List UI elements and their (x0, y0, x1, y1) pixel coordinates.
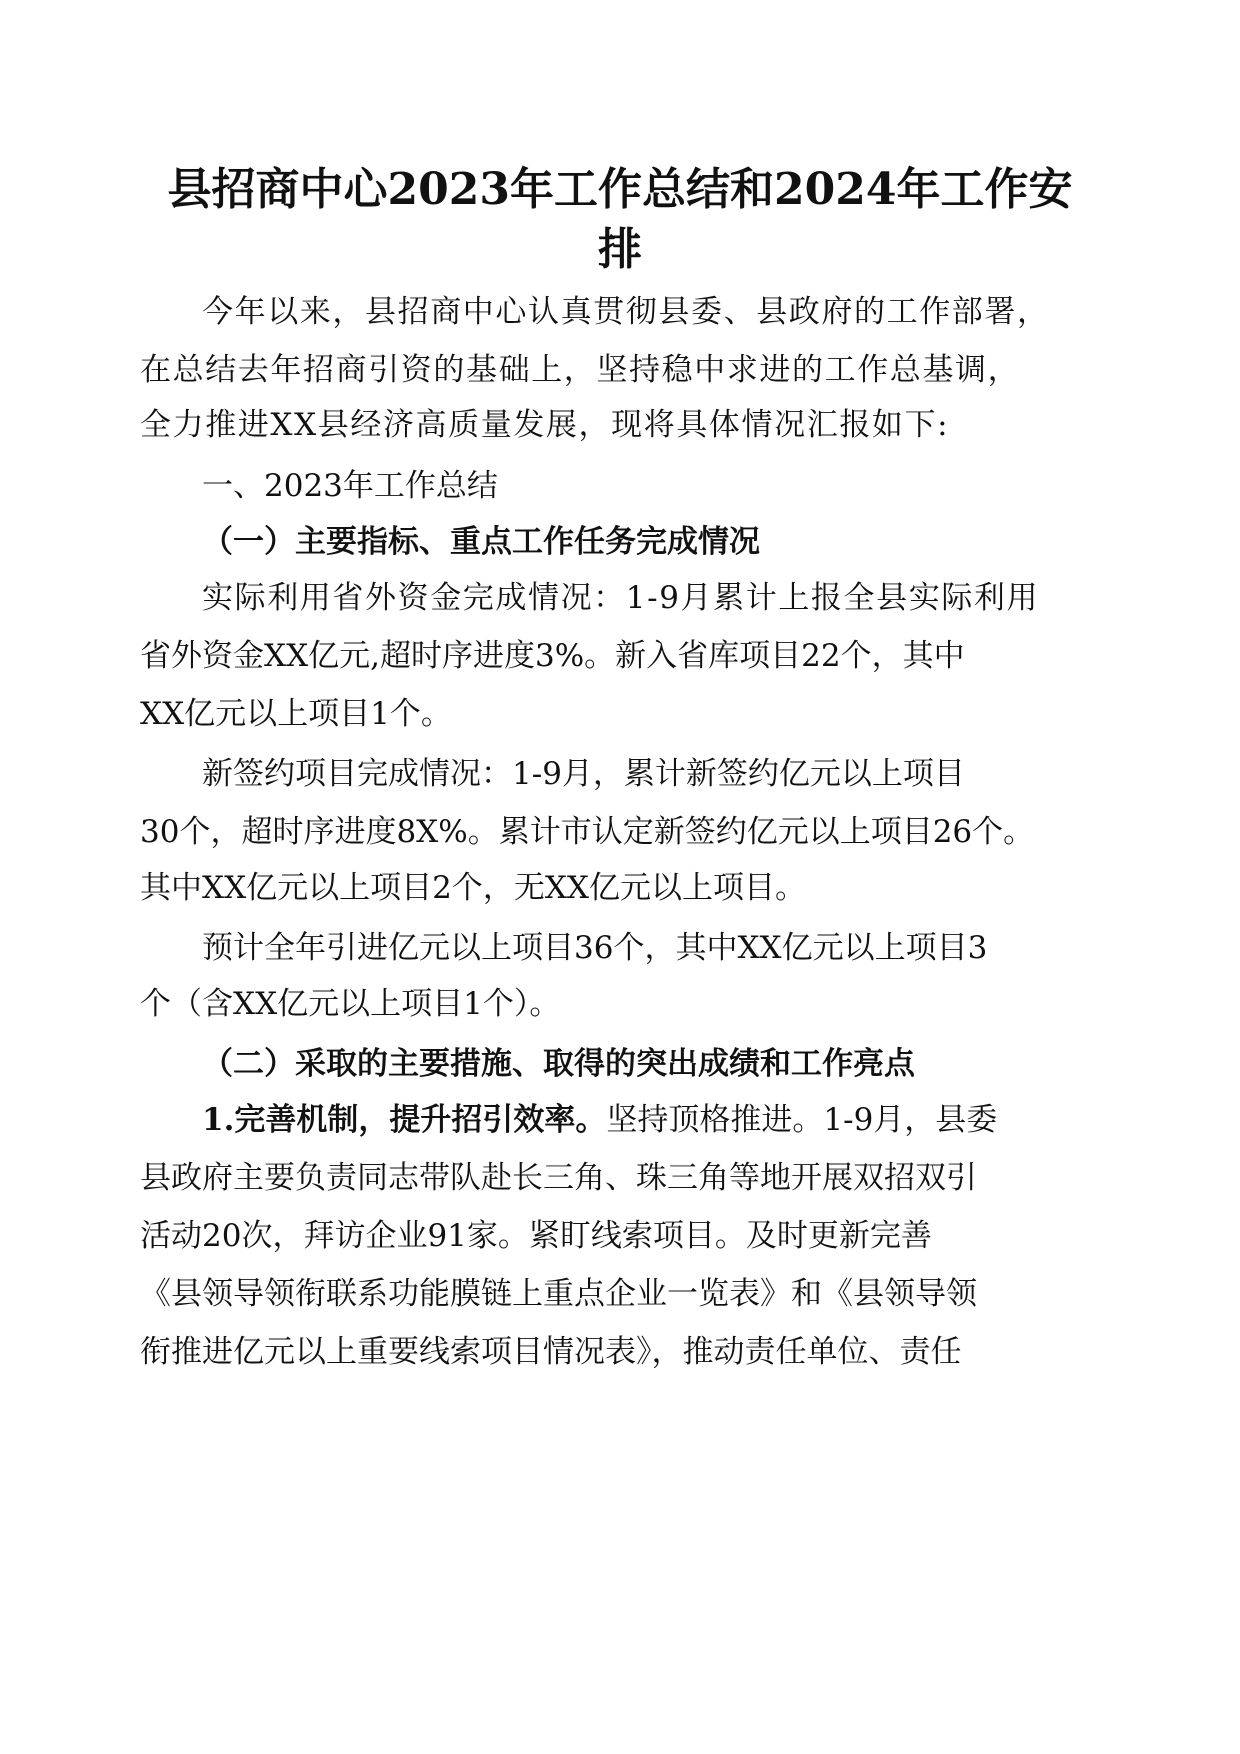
intro-line-2: 在总结去年招商引资的基础上，坚持稳中求进的工作总基调， (140, 352, 1021, 388)
mechanism-line-5: 衔推进亿元以上重要线索项目情况表》，推动责任单位、责任 (140, 1334, 962, 1370)
subsection-heading-measures: （二）采取的主要措施、取得的突出成绩和工作亮点 (202, 1046, 915, 1082)
subsection-heading-indicators: （一）主要指标、重点工作任务完成情况 (202, 524, 760, 560)
section-heading-2023-summary: 一、2023年工作总结 (202, 468, 498, 504)
mechanism-lead-bold: 1.完善机制，提升招引效率。 (202, 1102, 607, 1138)
mechanism-line-3: 活动20次，拜访企业91家。紧盯线索项目。及时更新完善 (140, 1218, 932, 1254)
intro-line-3: 全力推进XX县经济高质量发展，现将具体情况汇报如下: (140, 407, 950, 443)
document-title-line-1: 县招商中心2023年工作总结和2024年工作安 (167, 164, 1073, 215)
forecast-line-1: 预计全年引进亿元以上项目36个，其中XX亿元以上项目3 (202, 930, 988, 966)
mechanism-line-1 (202, 1100, 1162, 1140)
mechanism-line-4: 《县领导领衔联系功能膜链上重点企业一览表》和《县领导领 (140, 1276, 977, 1312)
forecast-line-2: 个（含XX亿元以上项目1个）。 (140, 986, 561, 1022)
signed-line-2: 30个，超时序进度8X%。累计市认定新签约亿元以上项目26个。 (140, 814, 1035, 850)
capital-line-1: 实际利用省外资金完成情况：1-9月累计上报全县实际利用 (202, 580, 1040, 616)
capital-line-3: XX亿元以上项目1个。 (140, 696, 452, 732)
signed-line-3: 其中XX亿元以上项目2个，无XX亿元以上项目。 (140, 870, 806, 906)
document-title-line-2: 排 (598, 224, 642, 275)
capital-line-2: 省外资金XX亿元,超时序进度3%。新入省库项目22个，其中 (140, 638, 965, 674)
mechanism-line-2: 县政府主要负责同志带队赴长三角、珠三角等地开展双招双引 (140, 1160, 977, 1196)
mechanism-lead-rest: 坚持顶格推进。1-9月，县委 (606, 1102, 998, 1138)
intro-line-1: 今年以来，县招商中心认真贯彻县委、县政府的工作部署， (202, 294, 1050, 330)
signed-line-1: 新签约项目完成情况：1-9月，累计新签约亿元以上项目 (202, 756, 965, 792)
